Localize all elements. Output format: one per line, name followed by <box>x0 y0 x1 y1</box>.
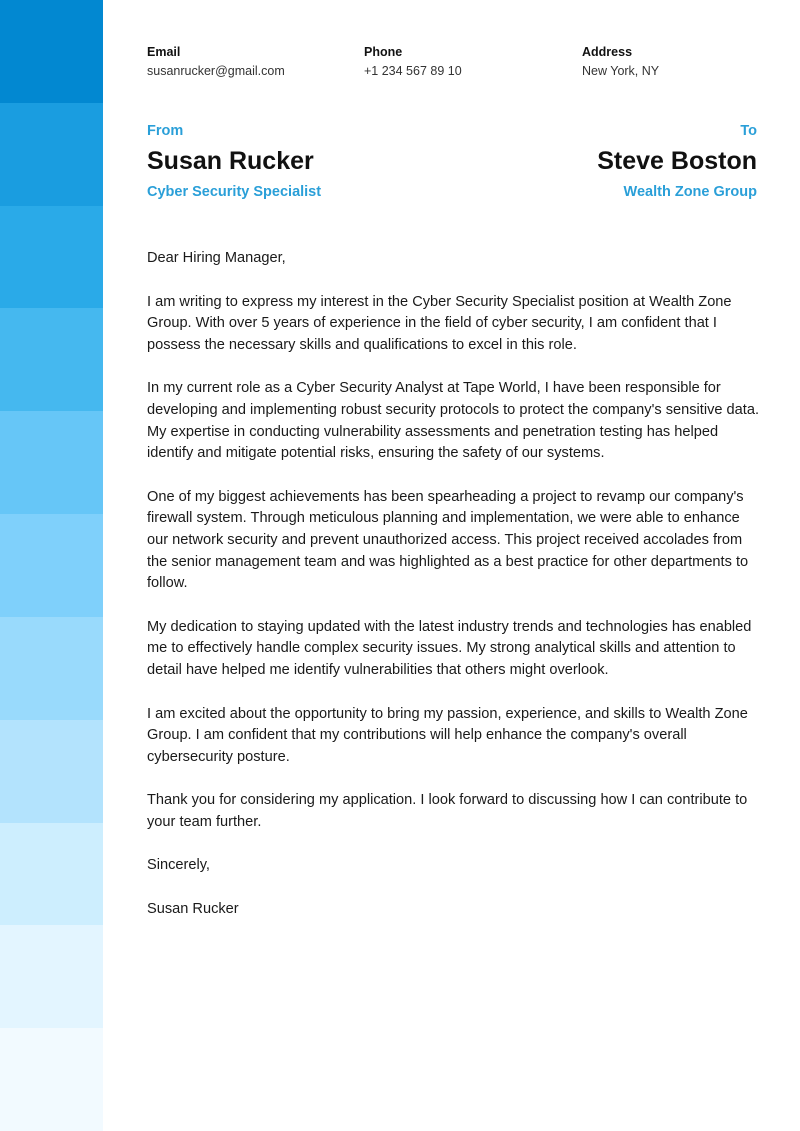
sidebar-band <box>0 103 103 206</box>
closing: Sincerely, <box>147 857 210 874</box>
letter-body <box>147 248 762 943</box>
recipient-name: Steve Boston <box>597 147 757 175</box>
recipient-block <box>597 122 757 201</box>
address-label: Address <box>582 45 633 59</box>
sender-recipient <box>147 122 757 212</box>
contact-info <box>147 44 757 84</box>
from-label: From <box>147 123 184 139</box>
sidebar-band <box>0 514 103 617</box>
sidebar-band <box>0 308 103 411</box>
sender-block <box>147 122 321 201</box>
recipient-company: Wealth Zone Group <box>623 184 757 200</box>
sidebar-band <box>0 411 103 514</box>
sender-title: Cyber Security Specialist <box>147 184 322 200</box>
sidebar-band <box>0 823 103 926</box>
email-label: Email <box>147 45 181 59</box>
letter-paragraph: Thank you for considering my application. I look forward to discussing how I can contribute to your team further. <box>147 792 748 830</box>
letter-paragraph: I am excited about the opportunity to bring my passion, experience, and skills to Wealth Zone Group. I am confident that my contributions will help enhance the company's overall cybersecurity posture. <box>147 705 748 765</box>
to-label: To <box>740 123 757 139</box>
contact-address <box>582 44 659 79</box>
sidebar-band <box>0 617 103 720</box>
sidebar-band <box>0 206 103 309</box>
letter-paragraph: One of my biggest achievements has been spearheading a project to revamp our company's firewall system. Through meticulous planning and implementation, we were able to enhance our network security and prevent unauthorized access. This project received accolades from the senior management team and was highlighted as a best practice for other departments to follow. <box>147 488 749 592</box>
letter-paragraph: In my current role as a Cyber Security Analyst at Tape World, I have been responsible for developing and implementing robust security protocols to protect the company's sensitive data. My expertise in conducting vulnerability assessments and penetration testing has helped identify and mitigate potential risks, ensuring the safety of our systems. <box>147 380 760 462</box>
phone-value: +1 234 567 89 10 <box>364 64 462 78</box>
sidebar-band <box>0 720 103 823</box>
contact-email <box>147 44 285 79</box>
sidebar-band <box>0 1028 103 1131</box>
email-value: susanrucker@gmail.com <box>147 64 285 78</box>
phone-label: Phone <box>364 45 403 59</box>
letter-paragraph: I am writing to express my interest in the Cyber Security Specialist position at Wealth Zone Group. With over 5 years of experience in the field of cyber security, I am confident that I possess the necessary skills and qualifications to excel in this role. <box>147 293 732 353</box>
decorative-sidebar <box>0 0 103 1131</box>
sidebar-band <box>0 925 103 1028</box>
contact-phone <box>364 44 462 79</box>
salutation: Dear Hiring Manager, <box>147 250 286 266</box>
signature: Susan Rucker <box>147 901 239 918</box>
sidebar-band <box>0 0 103 103</box>
sender-name: Susan Rucker <box>147 147 314 175</box>
address-value: New York, NY <box>582 64 660 78</box>
letter-paragraph: My dedication to staying updated with the latest industry trends and technologies has enabled me to effectively handle complex security issues. My strong analytical skills and attention to detail have helped me identify vulnerabilities that others might overlook. <box>147 618 752 678</box>
